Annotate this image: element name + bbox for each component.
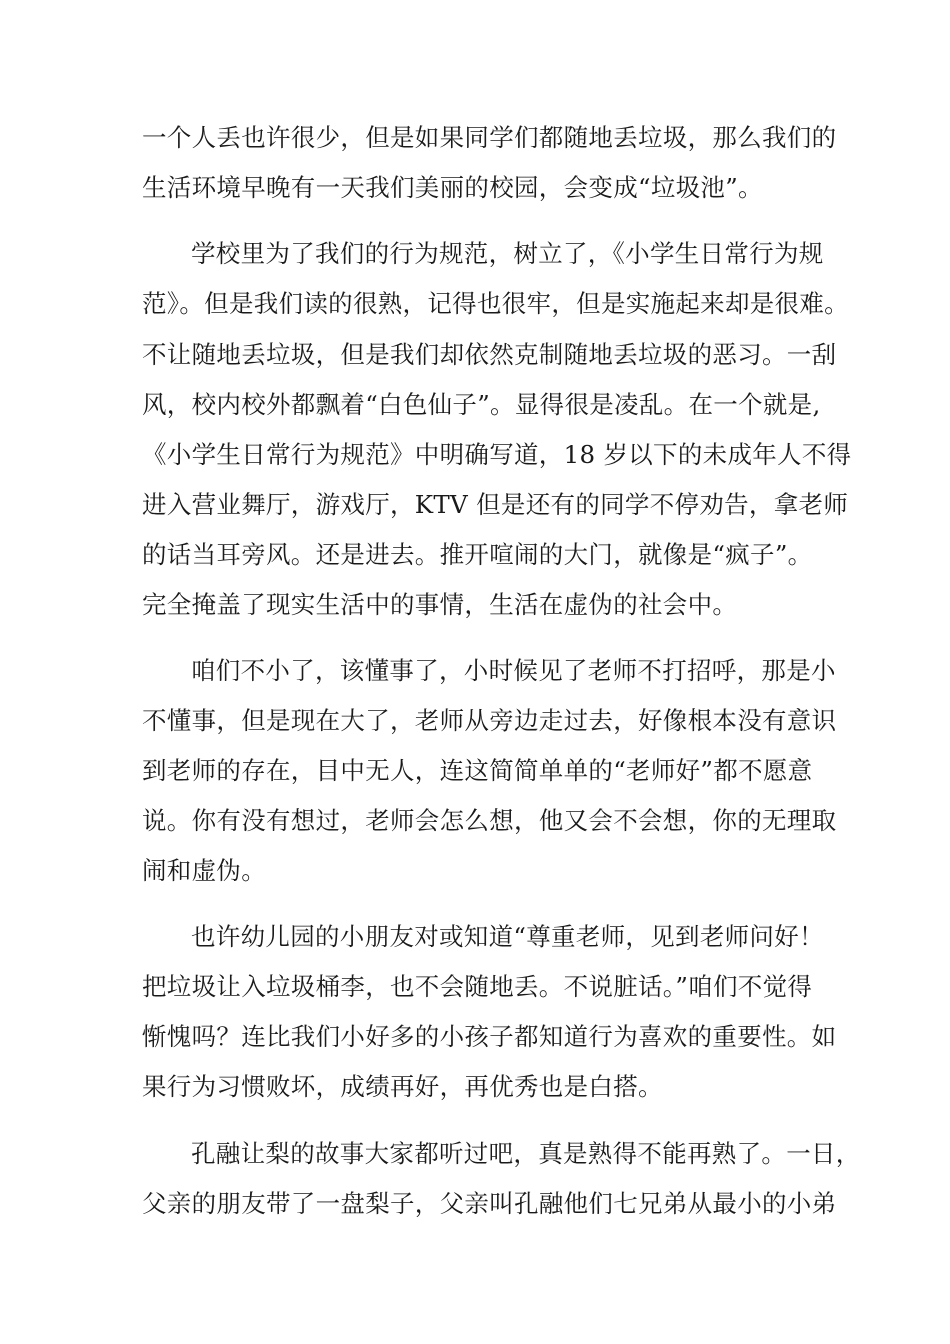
text-line: 完全掩盖了现实生活中的事情，生活在虚伪的社会中。 [142,590,738,619]
text-line: 把垃圾让入垃圾桶李，也不会随地丢。不说脏话。”咱们不觉得 [142,972,813,1001]
text-line: 不让随地丢垃圾，但是我们却依然克制随地丢垃圾的恶习。一刮 [142,340,837,369]
paragraph-start-line: 咱们不小了，该懂事了，小时候见了老师不打招呼，那是小 [191,656,836,685]
paragraph-start-line: 也许幼儿园的小朋友对或知道“尊重老师，见到老师问好！ [191,922,824,951]
text-line: 到老师的存在，目中无人，连这简简单单的“老师好”都不愿意 [142,756,813,785]
paragraph-start-line: 孔融让梨的故事大家都听过吧，真是熟得不能再熟了。一日， [191,1139,861,1168]
paragraph-start-line: 学校里为了我们的行为规范，树立了，《小学生日常行为规 [191,239,824,268]
text-line: 父亲的朋友带了一盘梨子，父亲叫孔融他们七兄弟从最小的小弟 [142,1189,837,1218]
text-line: 一个人丢也许很少，但是如果同学们都随地丢垃圾，那么我们的 [142,123,837,152]
text-line: 惭愧吗？连比我们小好多的小孩子都知道行为喜欢的重要性。如 [142,1022,837,1051]
text-line: 风，校内校外都飘着“白色仙子”。显得很是凌乱。在一个就是, [142,390,821,419]
text-line: 《小学生日常行为规范》中明确写道，18 岁以下的未成年人不得 [142,440,852,469]
text-line: 范》。但是我们读的很熟，记得也很牢，但是实施起来却是很难。 [142,289,849,318]
text-line: 生活环境早晚有一天我们美丽的校园，会变成“垃圾池”。 [142,173,763,202]
text-line: 闹和虚伪。 [142,856,266,885]
text-line: 进入营业舞厅，游戏厅，KTV 但是还有的同学不停劝告，拿老师 [142,490,849,519]
text-line: 果行为习惯败坏，成绩再好，再优秀也是白搭。 [142,1072,663,1101]
text-line: 不懂事，但是现在大了，老师从旁边走过去，好像根本没有意识 [142,706,837,735]
text-line: 说。你有没有想过，老师会怎么想，他又会不会想，你的无理取 [142,806,837,835]
text-line: 的话当耳旁风。还是进去。推开喧闹的大门，就像是“疯子”。 [142,540,813,569]
